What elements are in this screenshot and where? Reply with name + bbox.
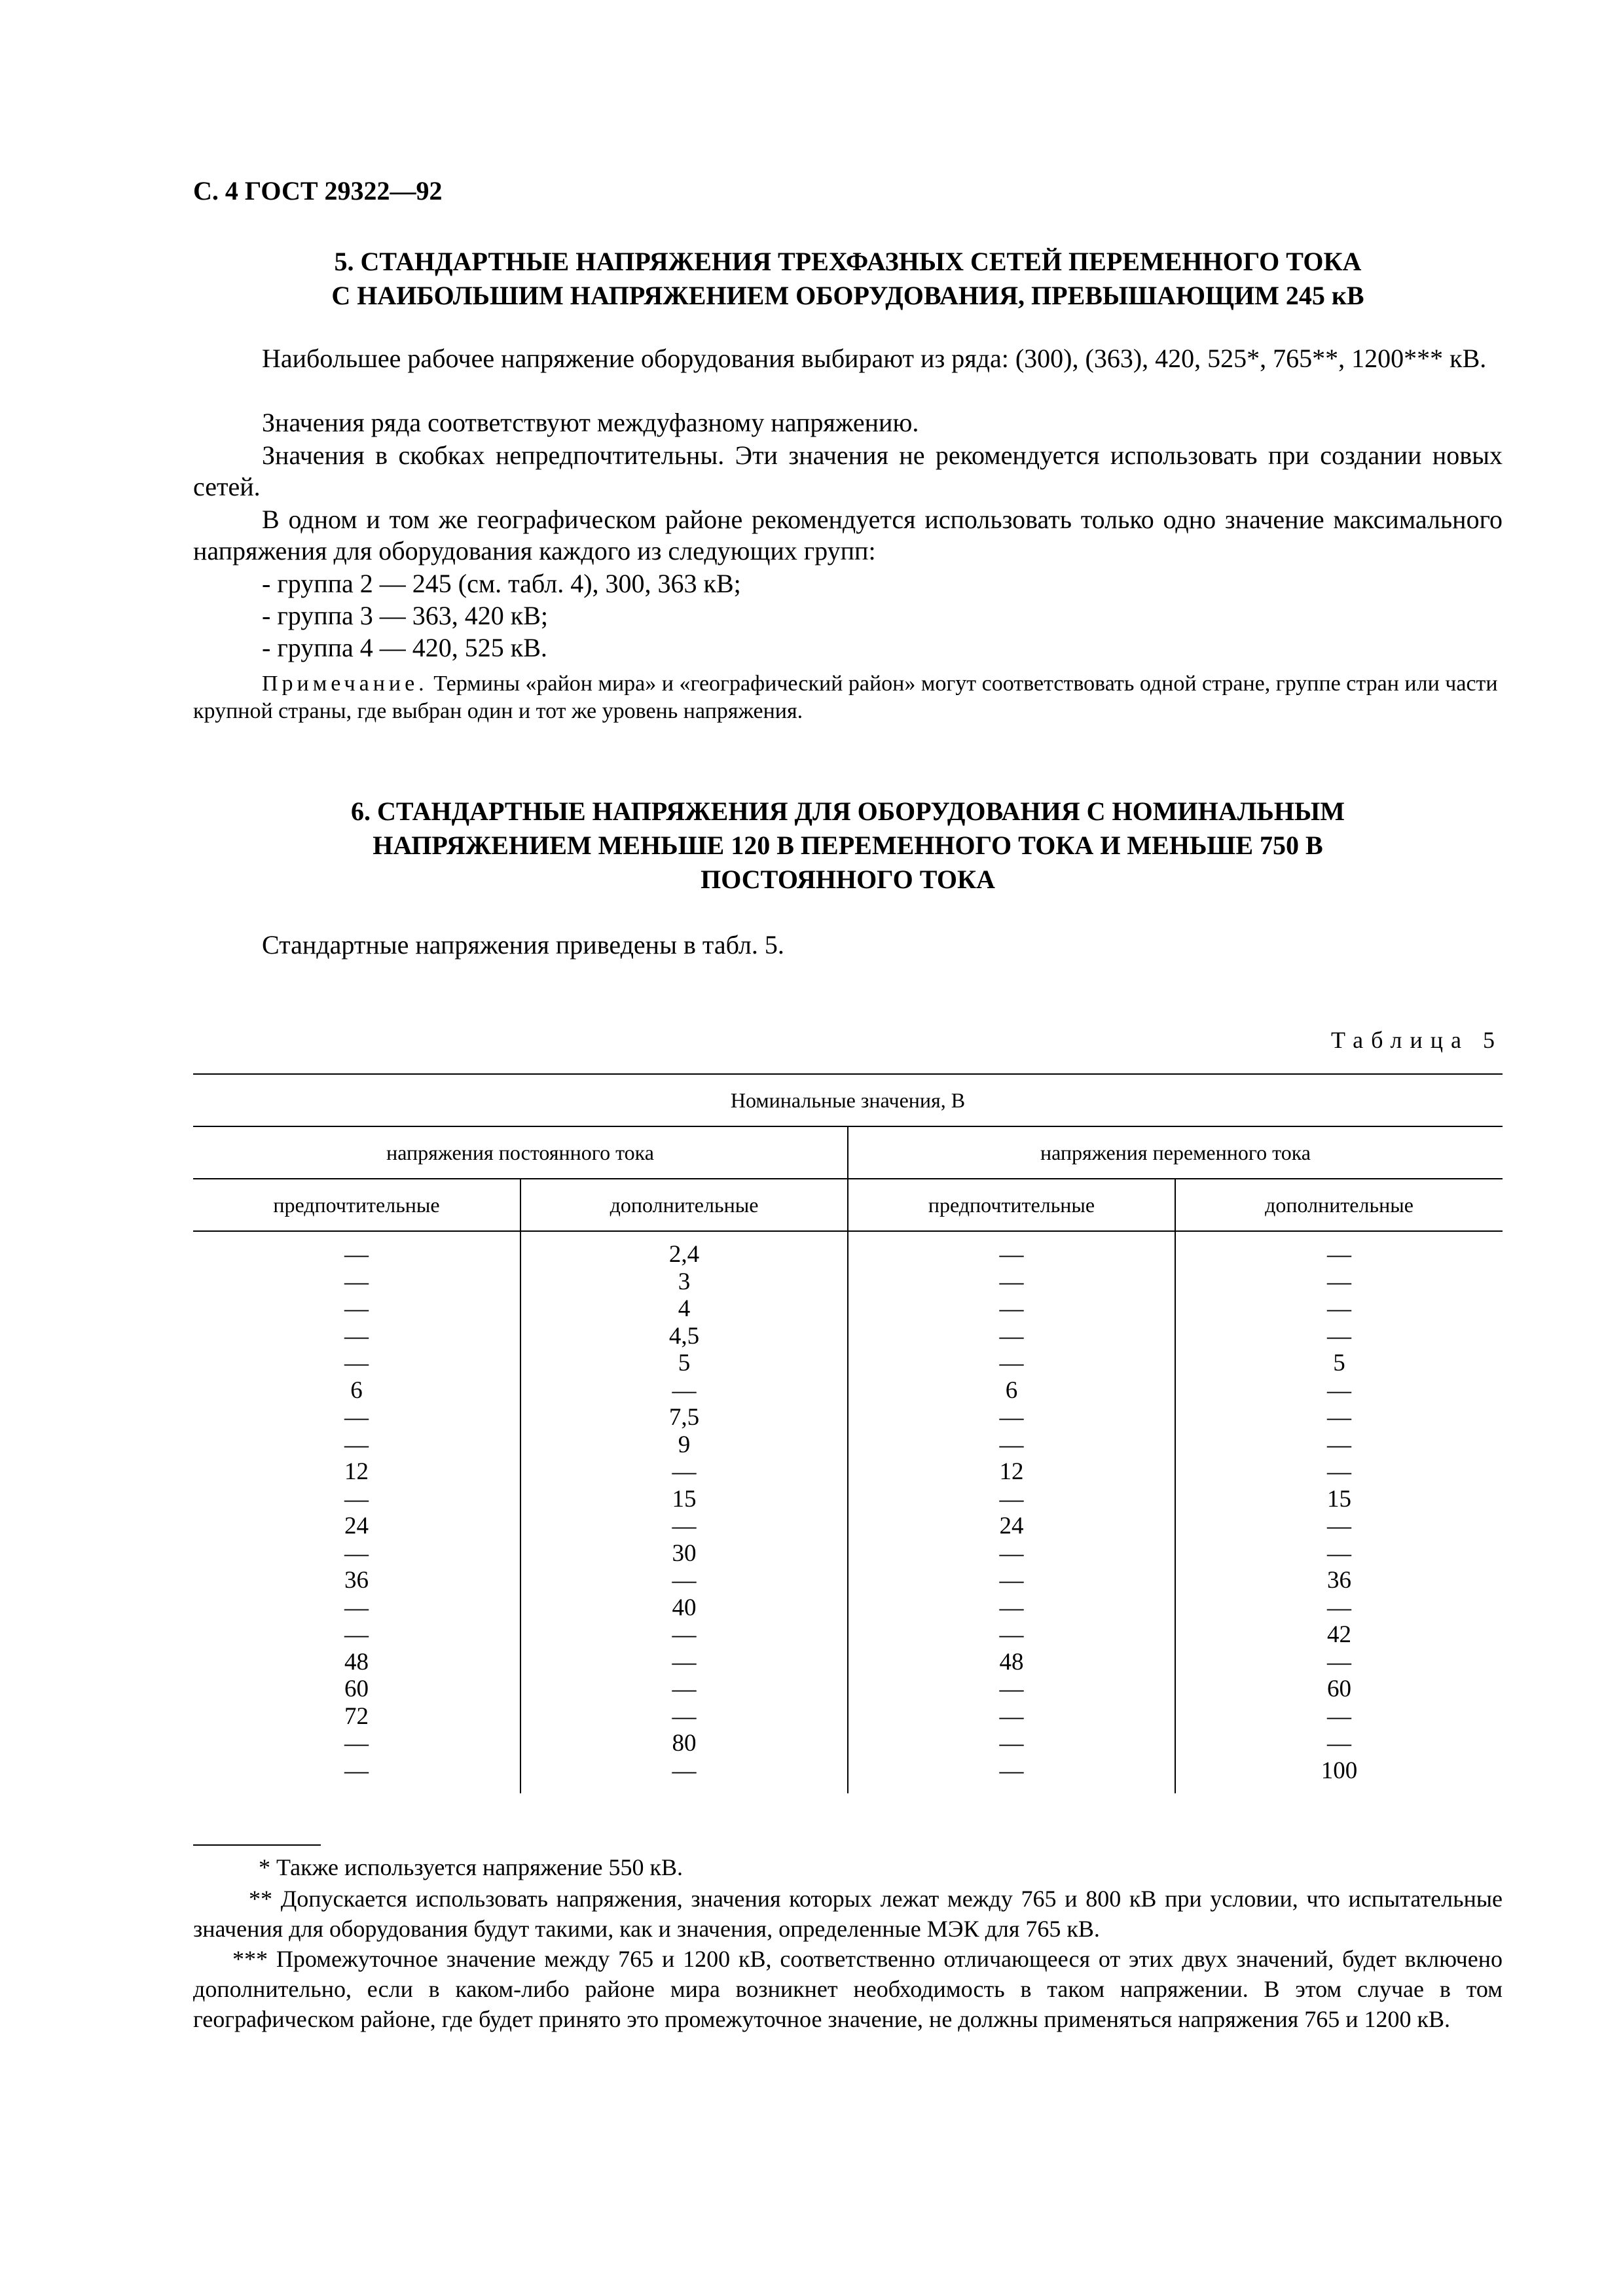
table-cell: — <box>1175 1323 1503 1350</box>
table-cell: — <box>520 1649 848 1676</box>
table-cell: — <box>848 1703 1175 1731</box>
table-spacer-cell <box>848 1784 1175 1793</box>
table-cell: 42 <box>1175 1621 1503 1649</box>
table-row <box>193 1323 1503 1350</box>
note-text: Термины «район мира» и «географический район» могут соответствовать одной стране, группе стран или части крупной страны, где выбран один и тот же уровень напряжения. <box>193 672 1498 723</box>
table-cell: 12 <box>848 1458 1175 1486</box>
table-cell: — <box>1175 1431 1503 1459</box>
footnote: ** Допускается использовать напряжения, значения которых лежат между 765 и 800 кВ при условии, что испытательные значения для оборудования будут такими, как и значения, определенные МЭК для 765 кВ. <box>193 1886 1503 1942</box>
table-row <box>193 1649 1503 1676</box>
footnote-separator <box>193 1844 321 1846</box>
list-item: - группа 4 — 420, 525 кВ. <box>262 633 547 662</box>
paragraph: В одном и том же географическом районе рекомендуется использовать только одно значение максимального напряжения для оборудования каждого из следующих групп: <box>193 505 1503 565</box>
table-cell: — <box>848 1295 1175 1323</box>
table-cell: — <box>344 1268 369 1295</box>
column-header: дополнительные <box>520 1179 848 1231</box>
section-6-title-line: НАПРЯЖЕНИЕМ МЕНЬШЕ 120 В ПЕРЕМЕННОГО ТОКА И МЕНЬШЕ 750 В <box>373 831 1323 860</box>
table-row <box>193 1295 1503 1323</box>
table-cell: — <box>520 1676 848 1703</box>
group-header-ac: напряжения переменного тока <box>848 1126 1503 1179</box>
column-header: дополнительные <box>1175 1179 1503 1231</box>
table-row <box>193 1513 1503 1540</box>
table-row <box>193 1486 1503 1513</box>
table-cell: 48 <box>848 1649 1175 1676</box>
table-cell: — <box>520 1377 848 1405</box>
column-header: предпочтительные <box>848 1179 1175 1231</box>
table-spacer-row <box>193 1784 1503 1793</box>
table-cell: 36 <box>1175 1567 1503 1594</box>
table-row <box>193 1268 1503 1296</box>
note-label: Примечание. <box>262 672 428 696</box>
table-cell: — <box>1175 1540 1503 1568</box>
table-row <box>193 1540 1503 1568</box>
table-cell: 9 <box>520 1431 848 1459</box>
group-header-dc: напряжения постоянного тока <box>193 1126 848 1179</box>
table-cell: 7,5 <box>520 1404 848 1431</box>
table-cell: — <box>1175 1231 1503 1268</box>
section-6-title <box>193 795 1503 897</box>
table-cell: 4,5 <box>520 1323 848 1350</box>
table-cell: — <box>520 1757 848 1785</box>
table-cell: 4 <box>520 1295 848 1323</box>
table-cell: — <box>520 1621 848 1649</box>
table-cell: — <box>848 1730 1175 1757</box>
table-cell: — <box>520 1458 848 1486</box>
table-cell: — <box>848 1268 1175 1296</box>
table-cell: — <box>344 1621 369 1648</box>
table-cell: — <box>344 1730 369 1757</box>
table-cell: 24 <box>848 1513 1175 1540</box>
table-cell: 2,4 <box>520 1231 848 1268</box>
table-label: Таблица 5 <box>1331 1027 1503 1053</box>
table-row <box>193 1730 1503 1757</box>
table-5 <box>193 1073 1503 1793</box>
table-cell: — <box>1175 1377 1503 1405</box>
table-row <box>193 1377 1503 1405</box>
table-cell: — <box>848 1757 1175 1785</box>
note <box>193 670 1503 725</box>
table-row <box>193 1621 1503 1649</box>
table-cell: — <box>1175 1649 1503 1676</box>
table-cell: — <box>344 1241 369 1268</box>
table-row <box>193 1231 1503 1268</box>
paragraph: Значения в скобках непредпочтительны. Эти значения не рекомендуется использовать при создании новых сетей. <box>193 440 1503 501</box>
table-cell: — <box>520 1703 848 1731</box>
table-cell: 15 <box>1175 1486 1503 1513</box>
table-spacer-cell <box>193 1784 520 1793</box>
document-page <box>193 0 1503 2296</box>
table-cell: — <box>344 1404 369 1431</box>
table-body <box>193 1231 1503 1793</box>
paragraph: Наибольшее рабочее напряжение оборудования выбирают из ряда: (300), (363), 420, 525*, 765**, 1200*** кВ. <box>262 344 1487 373</box>
table-cell: — <box>1175 1703 1503 1731</box>
list-item: - группа 2 — 245 (см. табл. 4), 300, 363 кВ; <box>262 569 741 598</box>
table-row <box>193 1458 1503 1486</box>
table-spacer-cell <box>520 1784 848 1793</box>
list-item: - группа 3 — 363, 420 кВ; <box>262 601 548 630</box>
table-row <box>193 1757 1503 1785</box>
table-cell: — <box>848 1567 1175 1594</box>
table-cell: — <box>848 1676 1175 1703</box>
table-cell: — <box>848 1486 1175 1513</box>
table-cell: 5 <box>1175 1350 1503 1377</box>
table-row <box>193 1567 1503 1594</box>
paragraph: Стандартные напряжения приведены в табл. 5. <box>262 930 784 960</box>
table-cell: — <box>344 1594 369 1621</box>
table-cell: — <box>848 1231 1175 1268</box>
table-cell: 72 <box>344 1702 369 1730</box>
table-cell: — <box>344 1295 369 1322</box>
section-6-title-line: ПОСТОЯННОГО ТОКА <box>701 865 995 894</box>
table-cell: — <box>1175 1594 1503 1622</box>
table-cell: 6 <box>350 1376 363 1404</box>
column-header: предпочтительные <box>193 1179 520 1231</box>
table-cell: — <box>1175 1513 1503 1540</box>
table-cell: — <box>520 1567 848 1594</box>
table-cell: — <box>848 1350 1175 1377</box>
table-row <box>193 1594 1503 1622</box>
table-row <box>193 1676 1503 1703</box>
paragraph: Значения ряда соответствуют междуфазному напряжению. <box>262 408 919 437</box>
table-cell: 60 <box>344 1676 369 1702</box>
table-row <box>193 1404 1503 1431</box>
table-row <box>193 1350 1503 1377</box>
table-cell: — <box>848 1594 1175 1622</box>
table-cell: 15 <box>520 1486 848 1513</box>
table-row <box>193 1703 1503 1731</box>
section-5-title-line: 5. СТАНДАРТНЫЕ НАПРЯЖЕНИЯ ТРЕХФАЗНЫХ СЕТЕЙ ПЕРЕМЕННОГО ТОКА <box>334 247 1362 276</box>
table-cell: — <box>344 1757 369 1784</box>
table-cell: 5 <box>520 1350 848 1377</box>
table-cell: — <box>1175 1295 1503 1323</box>
table-cell: 40 <box>520 1594 848 1622</box>
table-cell: — <box>344 1350 369 1376</box>
table-cell: — <box>344 1322 369 1350</box>
table-cell: 12 <box>344 1458 369 1485</box>
table-cell: 60 <box>1175 1676 1503 1703</box>
table-caption: Номинальные значения, В <box>193 1074 1503 1126</box>
table-cell: — <box>848 1540 1175 1568</box>
table-cell: — <box>1175 1458 1503 1486</box>
page-header: С. 4 ГОСТ 29322—92 <box>193 176 443 206</box>
section-5-title <box>193 245 1503 313</box>
table-cell: — <box>344 1431 369 1458</box>
table-cell: 30 <box>520 1540 848 1568</box>
section-6-title-line: 6. СТАНДАРТНЫЕ НАПРЯЖЕНИЯ ДЛЯ ОБОРУДОВАНИЯ С НОМИНАЛЬНЫМ <box>351 797 1345 826</box>
table-cell: 36 <box>344 1567 369 1594</box>
table-cell: — <box>848 1323 1175 1350</box>
table-cell: — <box>1175 1730 1503 1757</box>
table-cell: 48 <box>344 1648 369 1676</box>
table-cell: — <box>848 1621 1175 1649</box>
table-cell: 100 <box>1175 1757 1503 1785</box>
table-cell: 3 <box>520 1268 848 1296</box>
section-5-title-line: С НАИБОЛЬШИМ НАПРЯЖЕНИЕМ ОБОРУДОВАНИЯ, ПРЕВЫШАЮЩИМ 245 кВ <box>331 281 1364 310</box>
table-cell: — <box>1175 1404 1503 1431</box>
table-cell: — <box>848 1404 1175 1431</box>
table-spacer-cell <box>1175 1784 1503 1793</box>
table-cell: — <box>1175 1268 1503 1296</box>
footnote: *** Промежуточное значение между 765 и 1200 кВ, соответственно отличающееся от этих двух значений, будет включено дополнительно, если в каком-либо районе мира возникнет необходимость в таком напряжении. В этом случае в том географическом районе, где будет принято это промежуточное значение, не должны применяться напряжения 765 и 1200 кВ. <box>193 1946 1503 2032</box>
table-cell: — <box>344 1539 369 1567</box>
table-cell: 80 <box>520 1730 848 1757</box>
table-row <box>193 1431 1503 1459</box>
footnote: * Также используется напряжение 550 кВ. <box>259 1854 684 1880</box>
table-cell: — <box>520 1513 848 1540</box>
table-cell: 24 <box>344 1513 369 1539</box>
table-cell: — <box>848 1431 1175 1459</box>
table-cell: — <box>344 1485 369 1513</box>
table-cell: 6 <box>848 1377 1175 1405</box>
